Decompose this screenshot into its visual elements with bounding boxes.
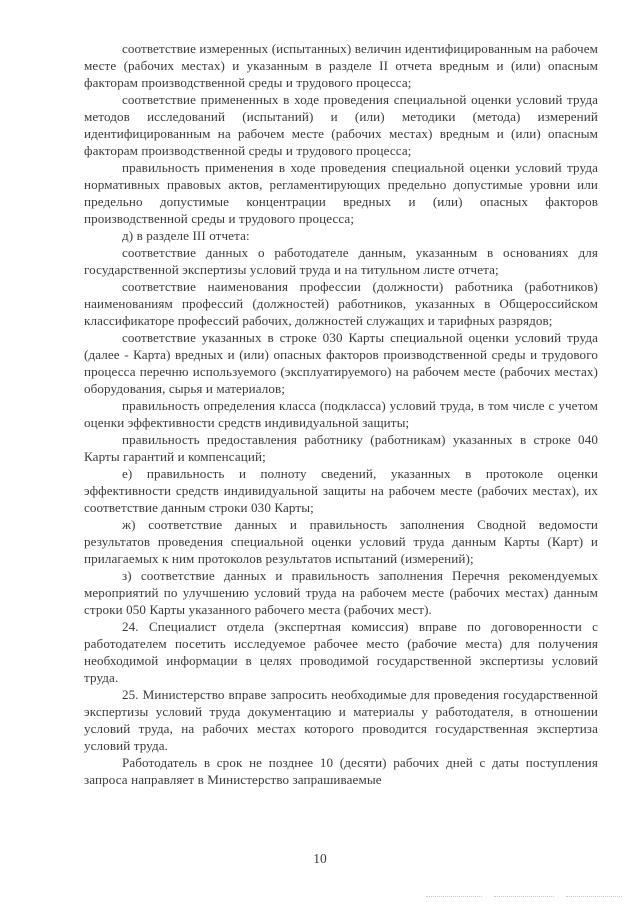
paragraph: е) правильность и полноту сведений, указанных в протоколе оценки эффективности средств индивидуальной защиты на рабочем месте (рабочих местах), их соответствие данным строки 030 Карты; xyxy=(84,466,598,515)
paragraph: соответствие примененных в ходе проведения специальной оценки условий труда методов исследований (испытаний) и (или) методики (метода) измерений идентифицированным на рабочем месте (рабочих местах) вредным и (или) опасным факторам производственной среды и трудового процесса; xyxy=(84,92,598,158)
paragraph: правильность предоставления работнику (работникам) указанных в строке 040 Карты гарантий и компенсаций; xyxy=(84,432,598,464)
paragraph: соответствие наименования профессии (должности) работника (работников) наименованиям профессий (должностей) работников, указанных в Общероссийском классификаторе профессий рабочих, должностей служащих и тарифных разрядов; xyxy=(84,279,598,328)
paragraph: д) в разделе III отчета: xyxy=(122,228,250,243)
paragraph: Работодатель в срок не позднее 10 (десяти) рабочих дней с даты поступления запроса направляет в Министерство запрашиваемые xyxy=(84,755,598,787)
paragraph: 25. Министерство вправе запросить необходимые для проведения государственной экспертизы условий труда документацию и материалы у работодателя, в отношении условий труда, на рабочих местах которого проводится государственная экспертиза условий труда. xyxy=(84,687,598,753)
paragraph: правильность применения в ходе проведения специальной оценки условий труда нормативных правовых актов, регламентирующих предельно допустимые уровни или предельно допустимые концентрации вредных и (или) опасных факторов производственной среды и трудового процесса; xyxy=(84,160,598,226)
paragraph: соответствие измеренных (испытанных) величин идентифицированным на рабочем месте (рабочих местах) и указанным в разделе II отчета вредным и (или) опасным факторам производственной среды и трудового процесса; xyxy=(84,41,598,90)
paragraph: соответствие данных о работодателе данным, указанным в основаниях для государственной экспертизы условий труда и на титульном листе отчета; xyxy=(84,245,598,277)
paragraph: з) соответствие данных и правильность заполнения Перечня рекомендуемых мероприятий по улучшению условий труда на рабочем месте (рабочих местах) данным строки 050 Карты указанного рабочего места (рабочих мест). xyxy=(84,568,598,617)
document-body xyxy=(84,40,598,788)
scan-artifact-line xyxy=(426,896,482,898)
scan-artifact-line xyxy=(566,896,622,898)
paragraph: 24. Специалист отдела (экспертная комиссия) вправе по договоренности с работодателем посетить исследуемое рабочее место (рабочие места) для получения необходимой информации в целях проводимой государственной экспертизы условий труда. xyxy=(84,619,598,685)
page-number: 10 xyxy=(313,851,327,866)
paragraph: соответствие указанных в строке 030 Карты специальной оценки условий труда (далее - Карта) вредных и (или) опасных факторов производственной среды и трудового процесса перечню используемого (эксплуатируемого) на рабочем месте (рабочих местах) оборудования, сырья и материалов; xyxy=(84,330,598,396)
scan-artifact-line xyxy=(494,896,554,898)
paragraph: правильность определения класса (подкласса) условий труда, в том числе с учетом оценки эффективности средств индивидуальной защиты; xyxy=(84,398,598,430)
paragraph: ж) соответствие данных и правильность заполнения Сводной ведомости результатов проведения специальной оценки условий труда данным Карты (Карт) и прилагаемых к ним протоколов результатов испытаний (измерений); xyxy=(84,517,598,566)
